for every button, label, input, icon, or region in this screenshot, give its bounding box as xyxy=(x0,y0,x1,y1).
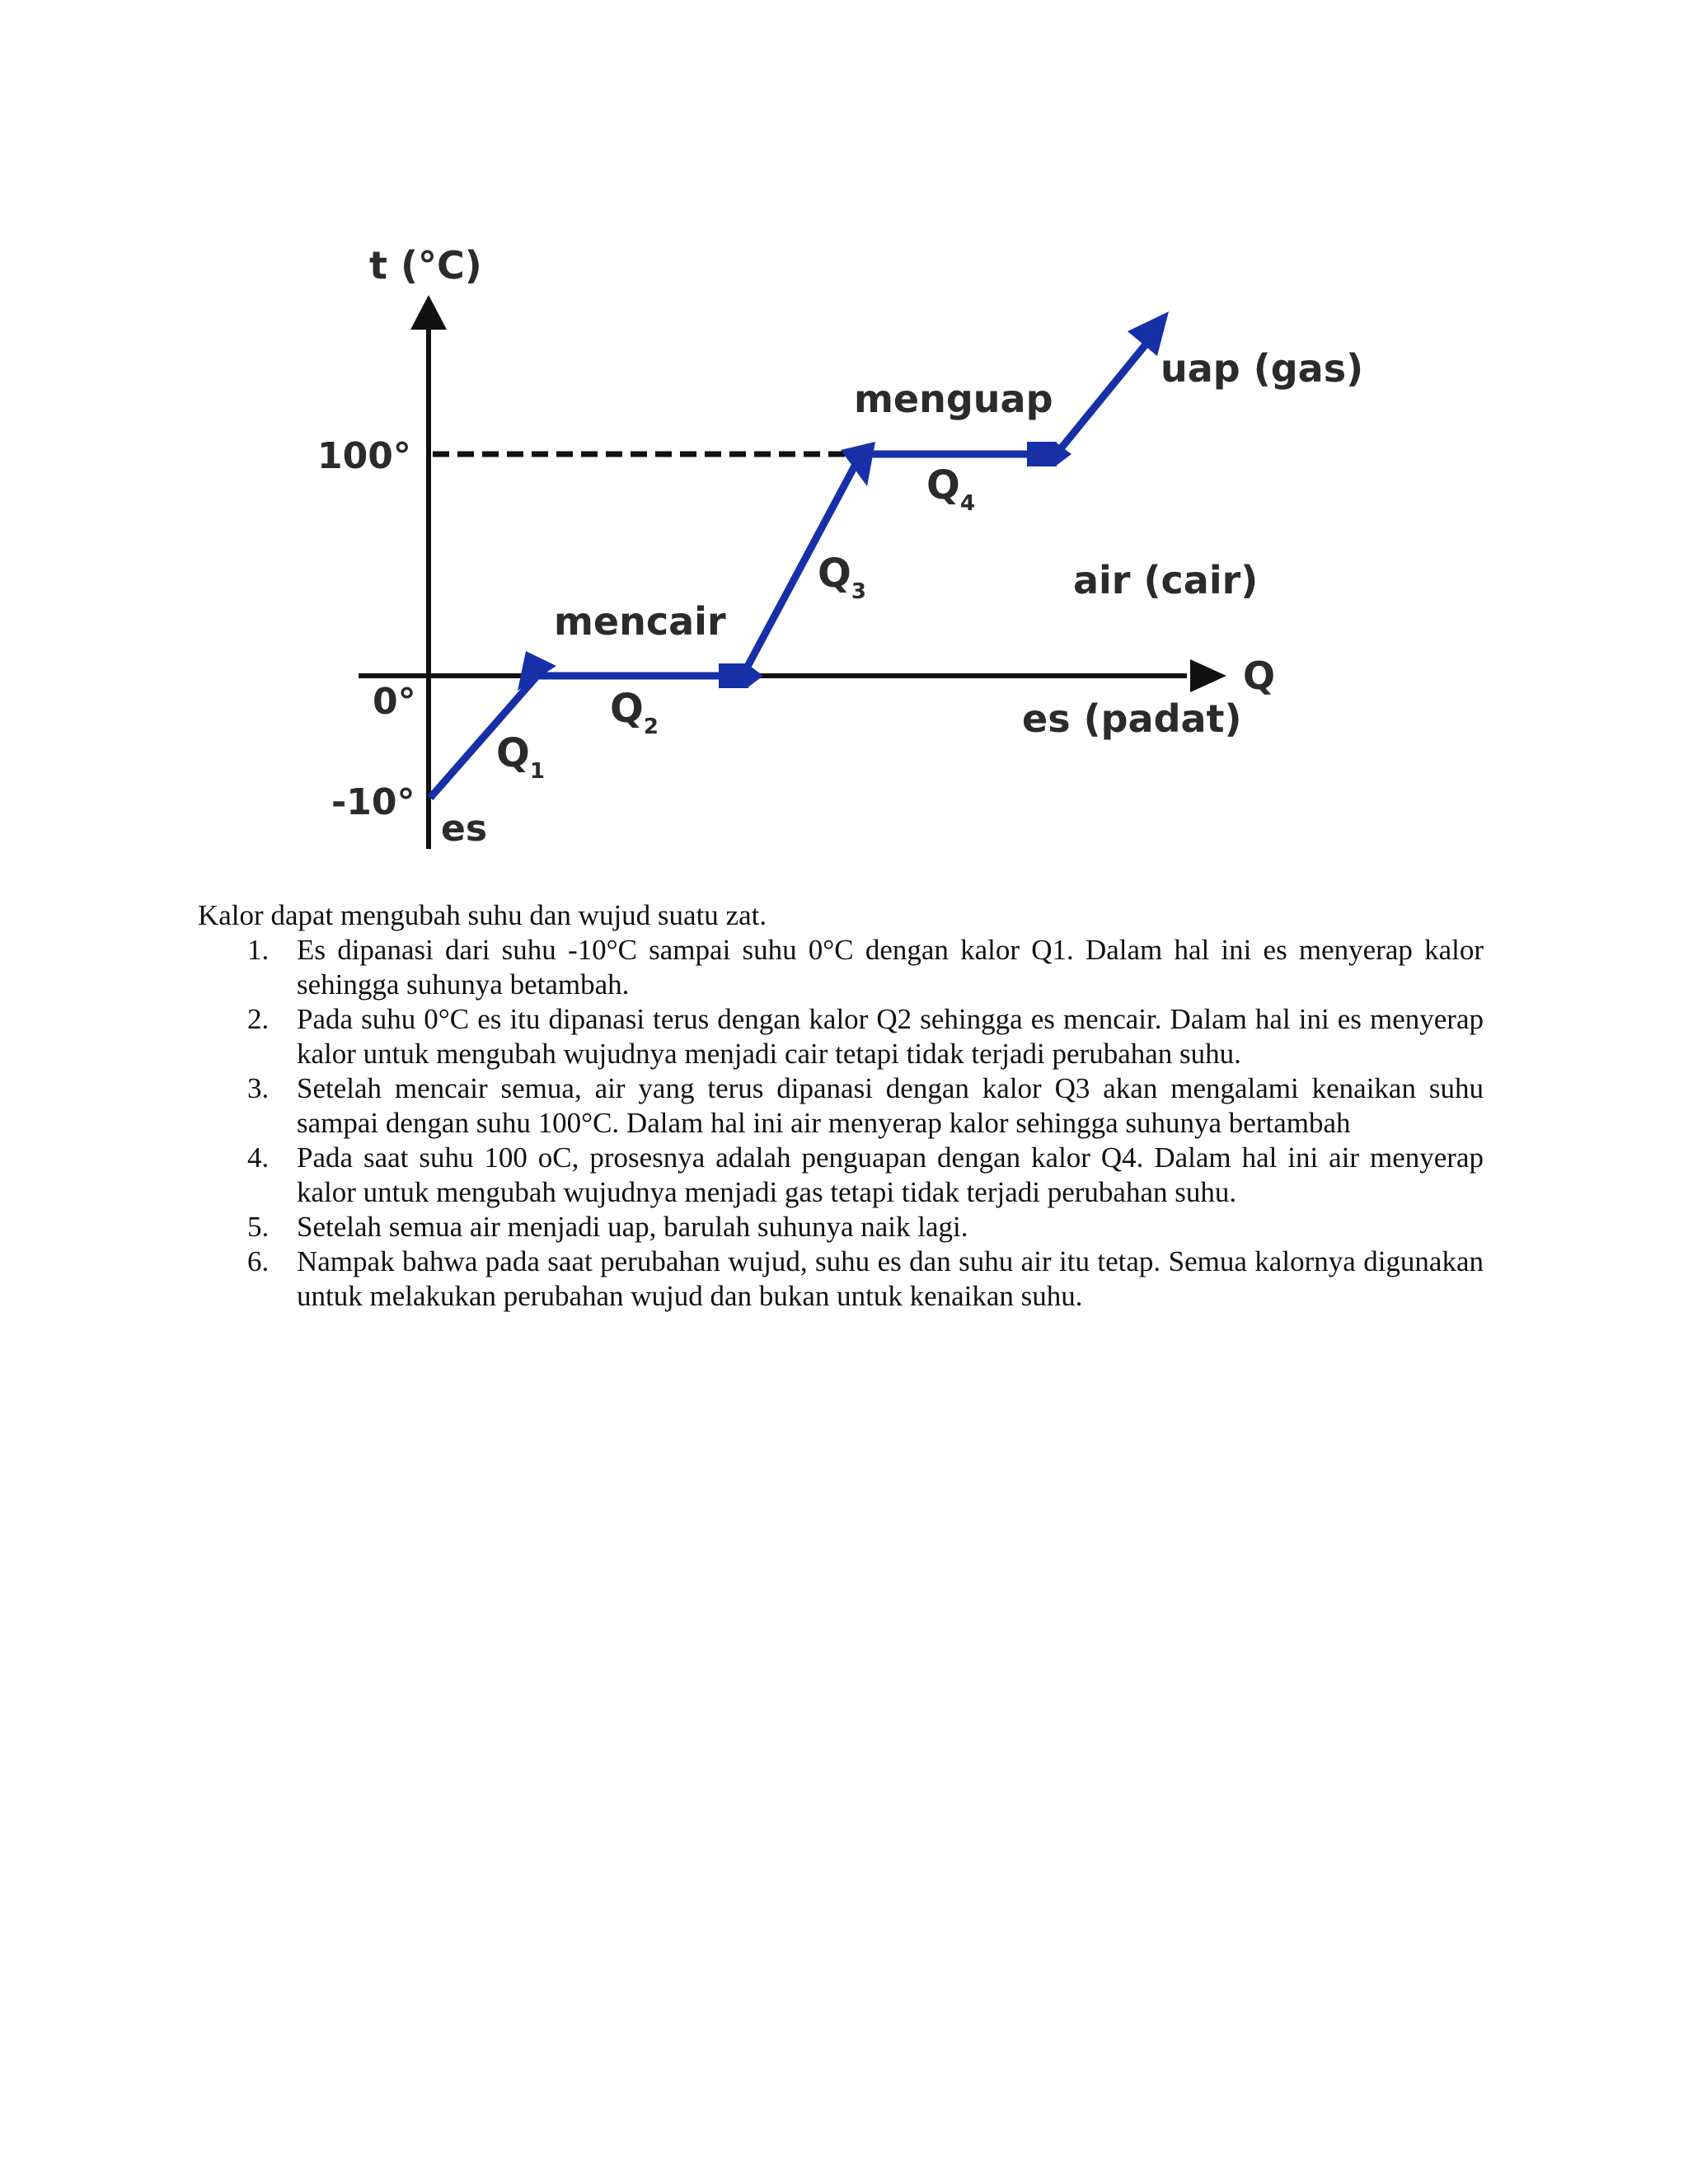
label-q2-letter: Q xyxy=(610,686,644,732)
label-q2 xyxy=(610,686,659,739)
label-menguap: menguap xyxy=(854,377,1053,421)
label-q1-letter: Q xyxy=(496,730,530,776)
label-q4-letter: Q xyxy=(926,462,960,509)
list-item xyxy=(198,1244,1484,1314)
list-item-text: Pada suhu 0°C es itu dipanasi terus dengan kalor Q2 sehingga es mencair. Dalam hal ini es menyerap kalor untuk mengubah wujudnya menjadi cair tetapi tidak terjadi perubahan suhu. xyxy=(297,1003,1484,1070)
label-q1-sub: 1 xyxy=(529,759,545,784)
list-item xyxy=(198,933,1484,1002)
list-item-number: 5. xyxy=(247,1211,270,1243)
tick-minus-10: -10° xyxy=(331,781,415,823)
x-axis-label: Q xyxy=(1243,654,1276,698)
list-item xyxy=(198,1002,1484,1071)
curve-joint-2 xyxy=(719,663,748,688)
label-air-cair: air (cair) xyxy=(1073,558,1259,602)
list-item-text: Pada saat suhu 100 oC, prosesnya adalah penguapan dengan kalor Q4. Dalam hal ini air menyerap kalor untuk mengubah wujudnya menjadi gas tetapi tidak terjadi perubahan suhu. xyxy=(297,1141,1484,1208)
list-item xyxy=(198,1210,1484,1244)
list-item-text: Es dipanasi dari suhu -10°C sampai suhu 0°C dengan kalor Q1. Dalam hal ini es menyerap kalor sehingga suhunya betambah. xyxy=(297,934,1484,1001)
intro-paragraph: Kalor dapat mengubah suhu dan wujud suatu zat. xyxy=(198,899,767,931)
y-axis-arrowhead xyxy=(410,295,447,330)
list-item xyxy=(198,1141,1484,1210)
label-q4 xyxy=(926,462,975,516)
label-es-padat: es (padat) xyxy=(1022,696,1242,741)
label-q2-sub: 2 xyxy=(643,715,659,739)
label-es: es xyxy=(441,808,488,850)
list-item-number: 6. xyxy=(247,1245,270,1277)
segment-gas xyxy=(1058,344,1146,452)
curve-arrowhead-1 xyxy=(518,651,556,691)
x-axis-arrowhead xyxy=(1190,659,1226,692)
heating-curve-diagram xyxy=(0,0,1688,874)
curve-joint-4 xyxy=(1027,442,1057,466)
tick-0: 0° xyxy=(373,681,416,723)
label-q4-sub: 4 xyxy=(959,491,975,516)
label-mencair: mencair xyxy=(554,599,726,644)
list-item-number: 3. xyxy=(247,1072,270,1104)
list-item-text: Setelah mencair semua, air yang terus dipanasi dengan kalor Q3 akan mengalami kenaikan suhu sampai dengan suhu 100°C. Dalam hal ini air menyerap kalor sehingga suhunya bertambah xyxy=(297,1072,1484,1139)
list-item-number: 2. xyxy=(247,1003,270,1035)
list-item-number: 4. xyxy=(247,1141,270,1174)
list-item-number: 1. xyxy=(247,934,270,966)
y-axis-label: t (°C) xyxy=(369,243,482,288)
label-q3-sub: 3 xyxy=(851,579,866,604)
steps-list xyxy=(198,933,1484,1314)
curve-joint-2-tip xyxy=(747,663,763,688)
label-q3 xyxy=(818,551,866,604)
list-item-text: Nampak bahwa pada saat perubahan wujud, suhu es dan suhu air itu tetap. Semua kalornya digunakan untuk melakukan perubahan wujud dan bukan untuk kenaikan suhu. xyxy=(297,1245,1484,1312)
label-uap-gas: uap (gas) xyxy=(1160,346,1364,391)
document-text xyxy=(198,898,1484,1314)
list-item xyxy=(198,1071,1484,1141)
label-q3-letter: Q xyxy=(818,551,851,597)
label-q1 xyxy=(496,730,545,784)
tick-100: 100° xyxy=(317,435,411,477)
list-item-text: Setelah semua air menjadi uap, barulah suhunya naik lagi. xyxy=(297,1211,968,1243)
